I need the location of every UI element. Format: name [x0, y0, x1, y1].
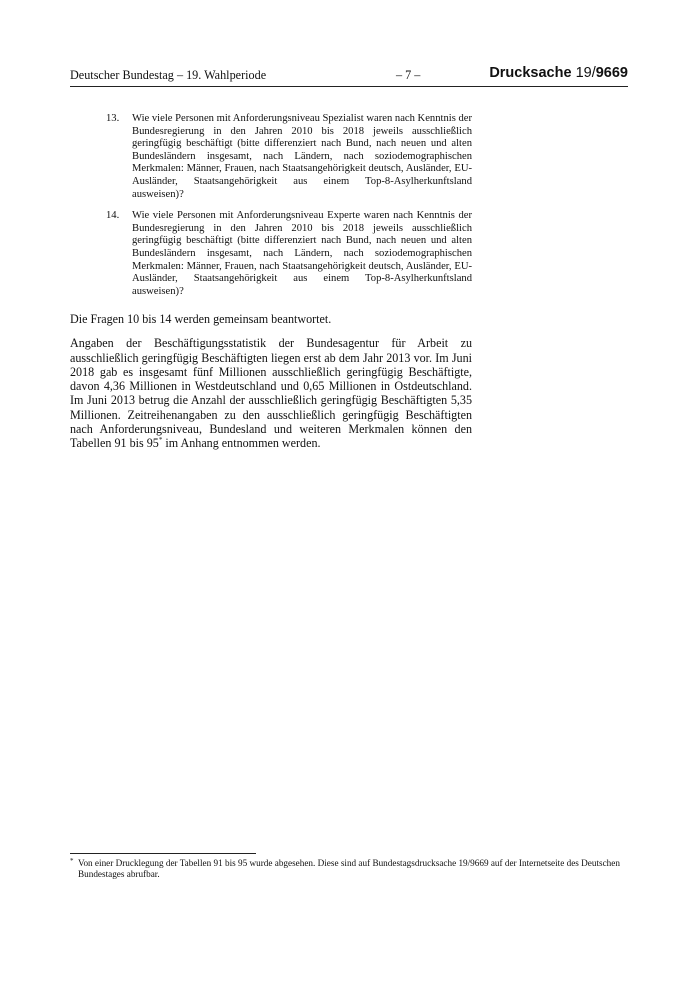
footnote-mark: *	[70, 857, 74, 865]
question-number: 13.	[106, 113, 120, 124]
question-item	[106, 113, 472, 201]
page-header	[70, 66, 628, 87]
footnote	[70, 858, 628, 881]
answer-main-text: Angaben der Beschäftigungsstatistik der Bundesagentur für Arbeit zu ausschließlich geringfügig Beschäftigten liegen erst ab dem Jahr 2013 vor. Im Juni 2018 gab es insgesamt fünf Millionen ausschließlich geringfügig Beschäftigte, davon 4,36 Millionen in Westdeutschland und 0,65 Millionen in Ostdeutschland. Im Juni 2013 betrug die Anzahl der ausschließlich geringfügig Beschäftigten 5,35 Millionen. Zeitreihenangaben zu den ausschließlich geringfügig Beschäftigten nach Anforderungsniveau, Bundesland und weiteren Merkmalen können den Tabellen 91 bis 95	[70, 336, 472, 451]
drucksache-prefix: 19/	[575, 65, 596, 81]
question-item	[106, 210, 472, 298]
drucksache-word: Drucksache	[489, 65, 572, 81]
question-list	[106, 113, 472, 307]
answer-intro: Die Fragen 10 bis 14 werden gemeinsam beantwortet.	[70, 312, 332, 326]
question-text: Wie viele Personen mit Anforderungsniveau Spezialist waren nach Kenntnis der Bundesregierung in den Jahren 2010 bis 2018 jeweils ausschließlich geringfügig beschäftigt (bitte differenziert nach Bund, nach neuen und alten Bundesländern insgesamt, nach Ländern, nach soziodemographischen Merkmalen: Männer, Frauen, nach Staatsangehörigkeit deutsch, Ausländer, EU-Ausländer, Staatsangehörigkeit aus einem Top-8-Asylherkunftsland ausweisen)?	[132, 113, 472, 200]
answer-tail-text: im Anhang entnommen werden.	[162, 436, 321, 451]
page-number: – 7 –	[396, 68, 421, 82]
question-number: 14.	[106, 210, 120, 222]
answer-section	[70, 312, 472, 461]
drucksache-number: 9669	[595, 65, 628, 81]
footnote-divider	[70, 853, 256, 854]
header-publication: Deutscher Bundestag – 19. Wahlperiode	[70, 68, 267, 82]
drucksache-label	[489, 65, 628, 81]
answer-paragraph	[70, 336, 472, 450]
question-text: Wie viele Personen mit Anforderungsniveau Experte waren nach Kenntnis der Bundesregierung in den Jahren 2010 bis 2018 jeweils ausschließlich geringfügig beschäftigt (bitte differenziert nach Bund, nach neuen und alten Bundesländern insgesamt, nach Ländern, nach soziodemographischen Merkmalen: Männer, Frauen, nach Staatsangehörigkeit deutsch, Ausländer, EU-Ausländer, Staatsangehörigkeit aus einem Top-8-Asylherkunftsland ausweisen)?	[132, 210, 472, 297]
footnote-text: Von einer Drucklegung der Tabellen 91 bis 95 wurde abgesehen. Diese sind auf Bundestagsdrucksache 19/9669 auf der Internetseite des Deutschen Bundestages abrufbar.	[78, 858, 620, 880]
footnote-reference: *	[158, 436, 163, 445]
